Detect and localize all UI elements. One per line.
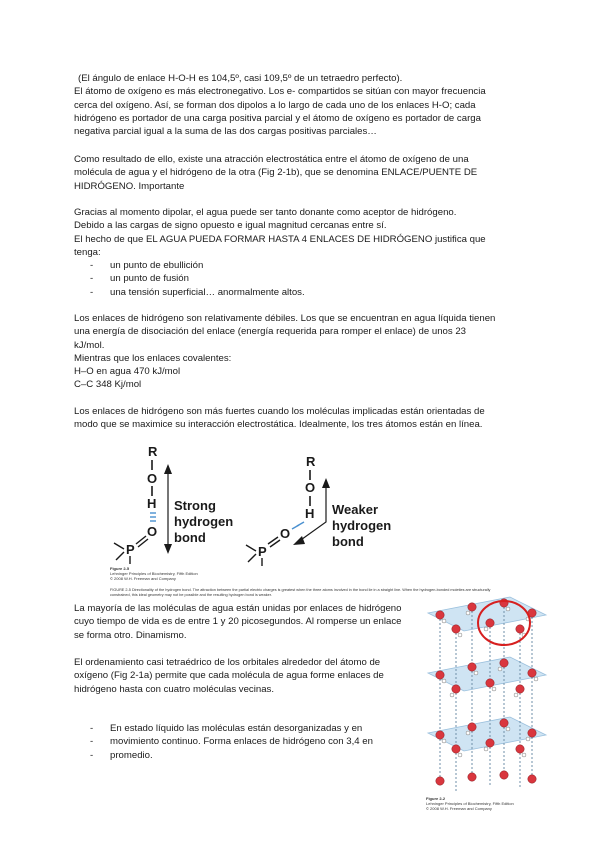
list-item-continuation [90, 735, 373, 748]
weak-bond-label: bond [332, 534, 364, 549]
paragraph-tetrahedral [74, 656, 419, 696]
text-line: kJ/mol. [74, 339, 105, 351]
text-line: una energía de disociación del enlace (energía requerida para romper el enlace) de unos 23 [74, 326, 467, 338]
text-line: Mientras que los enlaces covalentes: [74, 352, 232, 364]
text-line: Debido a las cargas de signo opuesto e igual magnitud cercanas entre sí. [74, 220, 387, 232]
figure-caption-small [110, 566, 210, 581]
atom-h-label: H [147, 496, 157, 511]
figure-number: Figure 2-5 [110, 566, 130, 571]
text-line: hidrógeno hasta con cuatro moléculas vecinas. [74, 683, 274, 695]
text-line: Como resultado de ello, existe una atracción electrostática entre el átomo de oxígeno de una [74, 154, 469, 165]
paragraph-bond-angle [74, 72, 544, 138]
atom-o-label: O [280, 526, 291, 541]
text-line: (El ángulo de enlace H-O-H es 104,5º, casi 109,5º de un tetraedro perfecto). [78, 73, 403, 84]
text-line: Los enlaces de hidrógeno son más fuertes cuando los moléculas implicadas están orientadas de [74, 406, 485, 417]
list-item: - En estado líquido las moléculas están desorganizadas y en [90, 722, 373, 735]
text-line: se forma otro. Dinamismo. [74, 629, 187, 641]
text-line: cuyo tiempo de vida es de entre 1 y 20 picosegundos. Al romperse un enlace [74, 616, 402, 628]
text-line: H–O en agua 470 kJ/mol [74, 366, 181, 378]
figure-number: Figure 2-2 [426, 796, 446, 801]
atom-o-label: O [147, 524, 158, 539]
list-item: - un punto de ebullición [90, 259, 305, 272]
atom-p-label: P [126, 542, 135, 557]
figure-copyright: © 2008 W.H. Freeman and Company [110, 576, 176, 581]
liquid-state-list [90, 722, 373, 762]
figure-caption-small [426, 796, 536, 811]
weak-bond-label: hydrogen [332, 518, 392, 533]
text-line: modo que se maximice su interacción electrostática. Idealmente, los tres átomos están en línea. [74, 419, 483, 431]
strong-bond-label: Strong [174, 498, 216, 513]
text-line: El átomo de oxígeno es más electronegativo. Los e- compartidos se sitúan con mayor frecuencia [74, 86, 486, 98]
text-line: El hecho de que EL AGUA PUEDA FORMAR HASTA 4 ENLACES DE HIDRÓGENO justifica que [74, 233, 486, 245]
figure-source: Lehninger Principles of Biochemistry, Fifth Edition [110, 571, 198, 576]
text-line: C–C 348 Kj/mol [74, 379, 142, 391]
paragraph-dipole [74, 206, 544, 259]
atom-h-label: H [305, 506, 315, 521]
text-line: Los enlaces de hidrógeno son relativamente débiles. Los que se encuentran en agua líquida tienen [74, 313, 496, 324]
text-line: movimiento continuo. Forma enlaces de hidrógeno con 3,4 en [110, 736, 373, 748]
atom-o-label: O [147, 471, 158, 486]
text-line: El ordenamiento casi tetraédrico de los orbitales alrededor del átomo de [74, 657, 381, 668]
text-line: hidrógeno es portador de una carga positiva parcial y el átomo de oxígeno es portador de carga [74, 112, 481, 124]
text-line: HIDRÓGENO. Importante [74, 180, 185, 192]
weak-bond-label: Weaker [332, 502, 379, 517]
figure-copyright: © 2008 W.H. Freeman and Company [426, 806, 492, 811]
text-line: promedio. [110, 749, 153, 761]
text-line: molécula de agua y el hidrógeno de la otra (Fig 2-1b), que se denomina ENLACE/PUENTE DE [74, 167, 478, 179]
atom-r-label: R [148, 444, 158, 459]
list-item: - un punto de fusión [90, 272, 305, 285]
paragraph-lifetime [74, 602, 419, 642]
properties-list [90, 259, 305, 299]
figure-caption-text: FIGURE 2-5 Directionality of the hydrogen bond. The attraction between the partial electric charges is greatest when the three atoms involved in the bond lie in a straight line. When the hydrogen-bonded moieties are structurally constrained, this ideal geometry may not be possible and the resulting hydrogen bond is weaker. [110, 588, 491, 597]
text-line: La mayoría de las moléculas de agua están unidas por enlaces de hidrógeno [74, 603, 402, 614]
paragraph-orientation [74, 405, 544, 432]
atom-p-label: P [258, 544, 267, 559]
list-item: - una tensión superficial… anormalmente altos. [90, 286, 305, 299]
paragraph-bond-energy [74, 312, 544, 392]
text-line: negativa parcial igual a la suma de las dos cargas positivas parciales… [74, 126, 377, 138]
atom-r-label: R [306, 454, 316, 469]
ice-lattice-figure [420, 585, 550, 805]
text-line: cerca del oxígeno. Así, se forman dos dipolos a lo largo de cada uno de los enlaces H-O; cada [74, 99, 476, 111]
atom-o-label: O [305, 480, 316, 495]
figure-source: Lehninger Principles of Biochemistry, Fifth Edition [426, 801, 514, 806]
strong-bond-label: bond [174, 530, 206, 545]
list-item-continuation [90, 749, 373, 762]
text-line: tenga: [74, 246, 101, 258]
strong-bond-label: hydrogen [174, 514, 234, 529]
text-line: oxígeno (Fig 2-1a) permite que cada molécula de agua forme enlaces de [74, 670, 384, 682]
text-line: Gracias al momento dipolar, el agua puede ser tanto donante como aceptor de hidrógeno. [74, 207, 457, 218]
paragraph-hydrogen-bond [74, 153, 544, 193]
